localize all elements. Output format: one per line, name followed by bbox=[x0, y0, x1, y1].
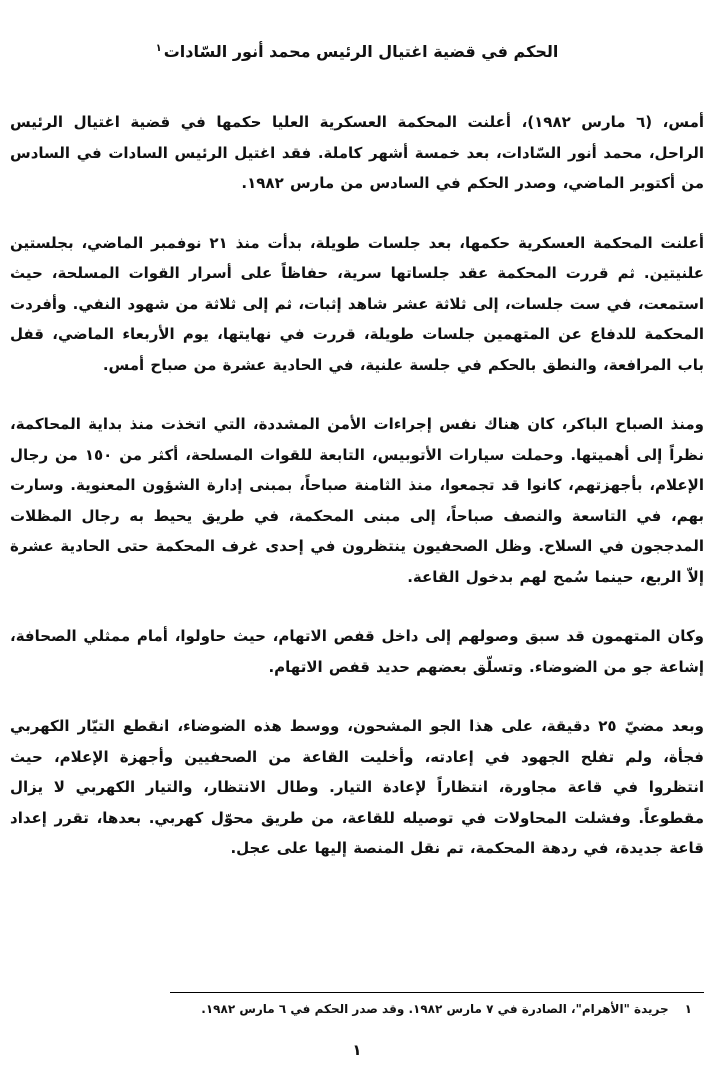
page-title bbox=[10, 42, 704, 61]
footnote bbox=[10, 1000, 704, 1019]
paragraph-5: وبعد مضيّ ٢٥ دقيقة، على هذا الجو المشحون، ووسط هذه الضوضاء، انقطع التيّار الكهربي فجأة، ولم تفلح الجهود في إعادته، وأخليت القاعة من الصحفيين وأجهزة الإعلام، حيث انتظروا في قاعة مجاورة، انتظاراً لإعادة التيار. وطال الانتظار، والتيار الكهربي لا يزال مقطوعاً. وفشلت المحاولات في توصيله للقاعة، من طريق محوّل كهربي. بعدها، تقرر إعداد قاعة جديدة، في ردهة المحكمة، تم نقل المنصة إليها على عجل. bbox=[10, 717, 704, 857]
footnote-text: جريدة "الأهرام"، الصادرة في ٧ مارس ١٩٨٢. وقد صدر الحكم في ٦ مارس ١٩٨٢. bbox=[201, 1002, 669, 1016]
paragraph-4: وكان المتهمون قد سبق وصولهم إلى داخل قفص الاتهام، حيث حاولوا، أمام ممثلي الصحافة، إشاعة جو من الضوضاء. وتسلّق بعضهم حديد قفص الاتهام. bbox=[10, 627, 704, 676]
paragraph-3: ومنذ الصباح الباكر، كان هناك نفس إجراءات الأمن المشددة، التي اتخذت منذ بداية المحاكمة، نظراً إلى أهميتها. وحملت سيارات الأتوبيس، التابعة للقوات المسلحة، أكثر من ١٥٠ من رجال الإعلام، بأجهزتهم، كانوا قد تجمعوا، منذ الثامنة صباحاً، بمبنى إدارة الشؤون المعنوية. وسارت بهم، في التاسعة والنصف صباحاً، إلى مبنى المحكمة، في طريق يحيط به رجال المظلات المدججون في السلاح. وظل الصحفيون ينتظرون في إحدى غرف المحكمة حتى الحادية عشرة إلاّ الربع، حينما سُمح لهم بدخول القاعة. bbox=[10, 415, 704, 586]
paragraph-2: أعلنت المحكمة العسكرية حكمها، بعد جلسات طويلة، بدأت منذ ٢١ نوفمبر الماضي، بجلستين علنيتين. ثم قررت المحكمة عقد جلساتها سرية، حفاظاً على أسرار القوات المسلحة، حيث استمعت، في ست جلسات، إلى ثلاثة عشر شاهد إثبات، ثم إلى ثلاثة من شهود النفي. وأفردت المحكمة للدفاع عن المتهمين جلسات طويلة، قررت في نهايتها، يوم الأربعاء الماضي، قفل باب المرافعة، والنطق بالحكم في جلسة علنية، في الحادية عشرة من صباح أمس. bbox=[10, 233, 704, 374]
page-title-text: الحكم في قضية اغتيال الرئيس محمد أنور السّادات bbox=[163, 42, 559, 61]
footnote-mark: ١ bbox=[684, 1002, 692, 1016]
footnote-separator bbox=[170, 992, 704, 993]
document-body bbox=[10, 107, 704, 864]
title-footnote-mark: ١ bbox=[155, 42, 162, 54]
page-number: ١ bbox=[352, 1041, 362, 1059]
paragraph-1: أمس، (٦ مارس ١٩٨٢)، أعلنت المحكمة العسكرية العليا حكمها في قضية اغتيال الرئيس الراحل، محمد أنور السّادات، بعد خمسة أشهر كاملة. فقد اغتيل الرئيس السادات في السادس من أكتوبر الماضي، وصدر الحكم في السادس من مارس ١٩٨٢. bbox=[10, 113, 704, 192]
page-footer bbox=[0, 992, 714, 1081]
